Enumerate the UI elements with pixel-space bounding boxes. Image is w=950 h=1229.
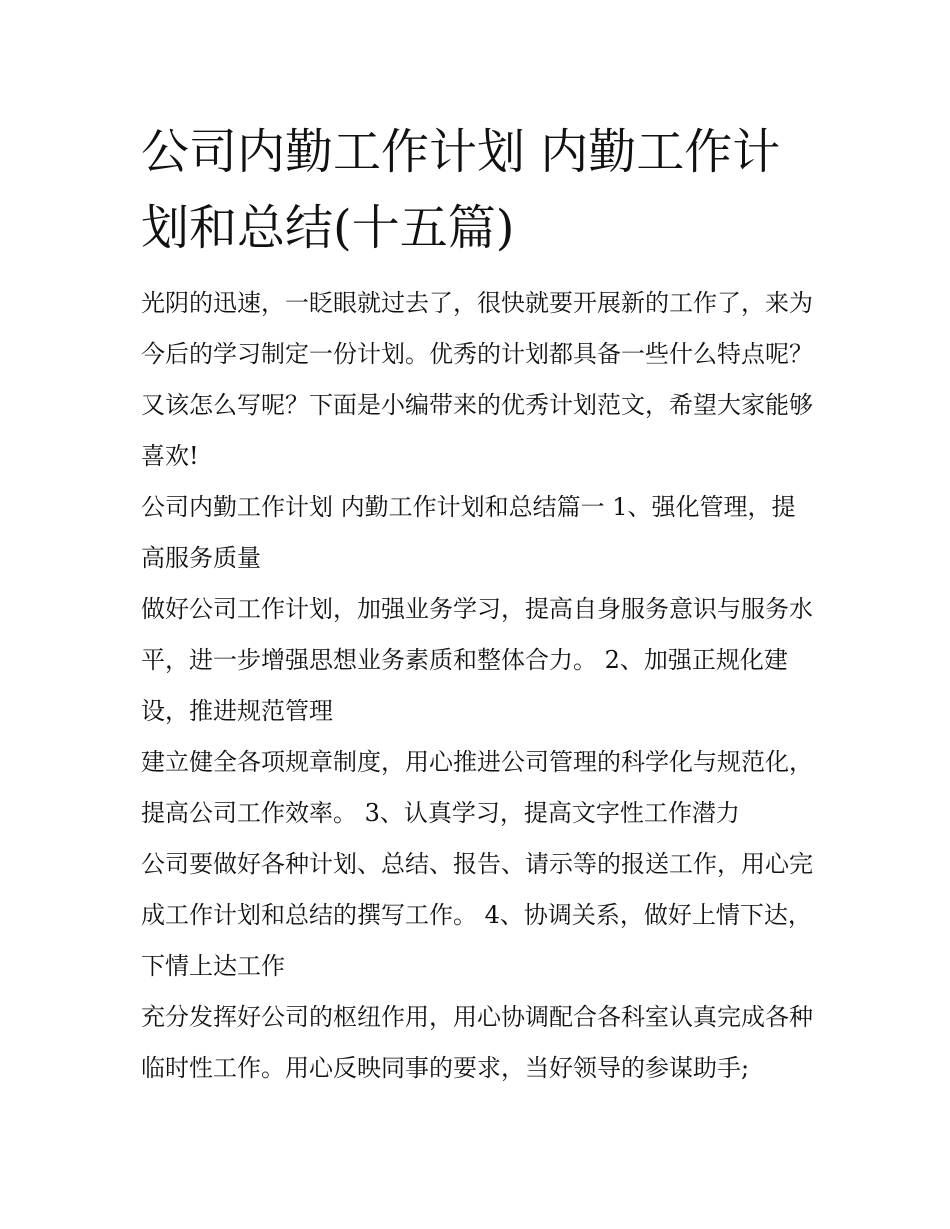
- paragraph-section-2-body: 建立健全各项规章制度，用心推进公司管理的科学化与规范化，提高公司工作效率。 3、认真学习，提高文字性工作潜力: [141, 748, 813, 827]
- paragraph-section-1-body: 做好公司工作计划，加强业务学习，提高自身服务意识与服务水平，进一步增强思想业务素质和整体合力。 2、加强正规化建设，推进规范管理: [141, 595, 813, 725]
- paragraph-section-1-heading: 公司内勤工作计划 内勤工作计划和总结篇一 1、强化管理，提高服务质量: [141, 493, 796, 572]
- document-page: [141, 114, 813, 1094]
- document-title: 公司内勤工作计划 内勤工作计划和总结(十五篇): [141, 124, 781, 256]
- paragraph-section-3-body: 公司要做好各种计划、总结、报告、请示等的报送工作，用心完成工作计划和总结的撰写工作。 4、协调关系，做好上情下达，下情上达工作: [141, 850, 813, 980]
- paragraph-intro: 光阴的迅速，一眨眼就过去了，很快就要开展新的工作了，来为今后的学习制定一份计划。优秀的计划都具备一些什么特点呢？又该怎么写呢？下面是小编带来的优秀计划范文，希望大家能够喜欢!: [141, 289, 813, 470]
- document-body: [141, 278, 813, 1094]
- paragraph-section-4-body: 充分发挥好公司的枢纽作用，用心协调配合各科室认真完成各种临时性工作。用心反映同事的要求，当好领导的参谋助手;: [141, 1003, 813, 1082]
